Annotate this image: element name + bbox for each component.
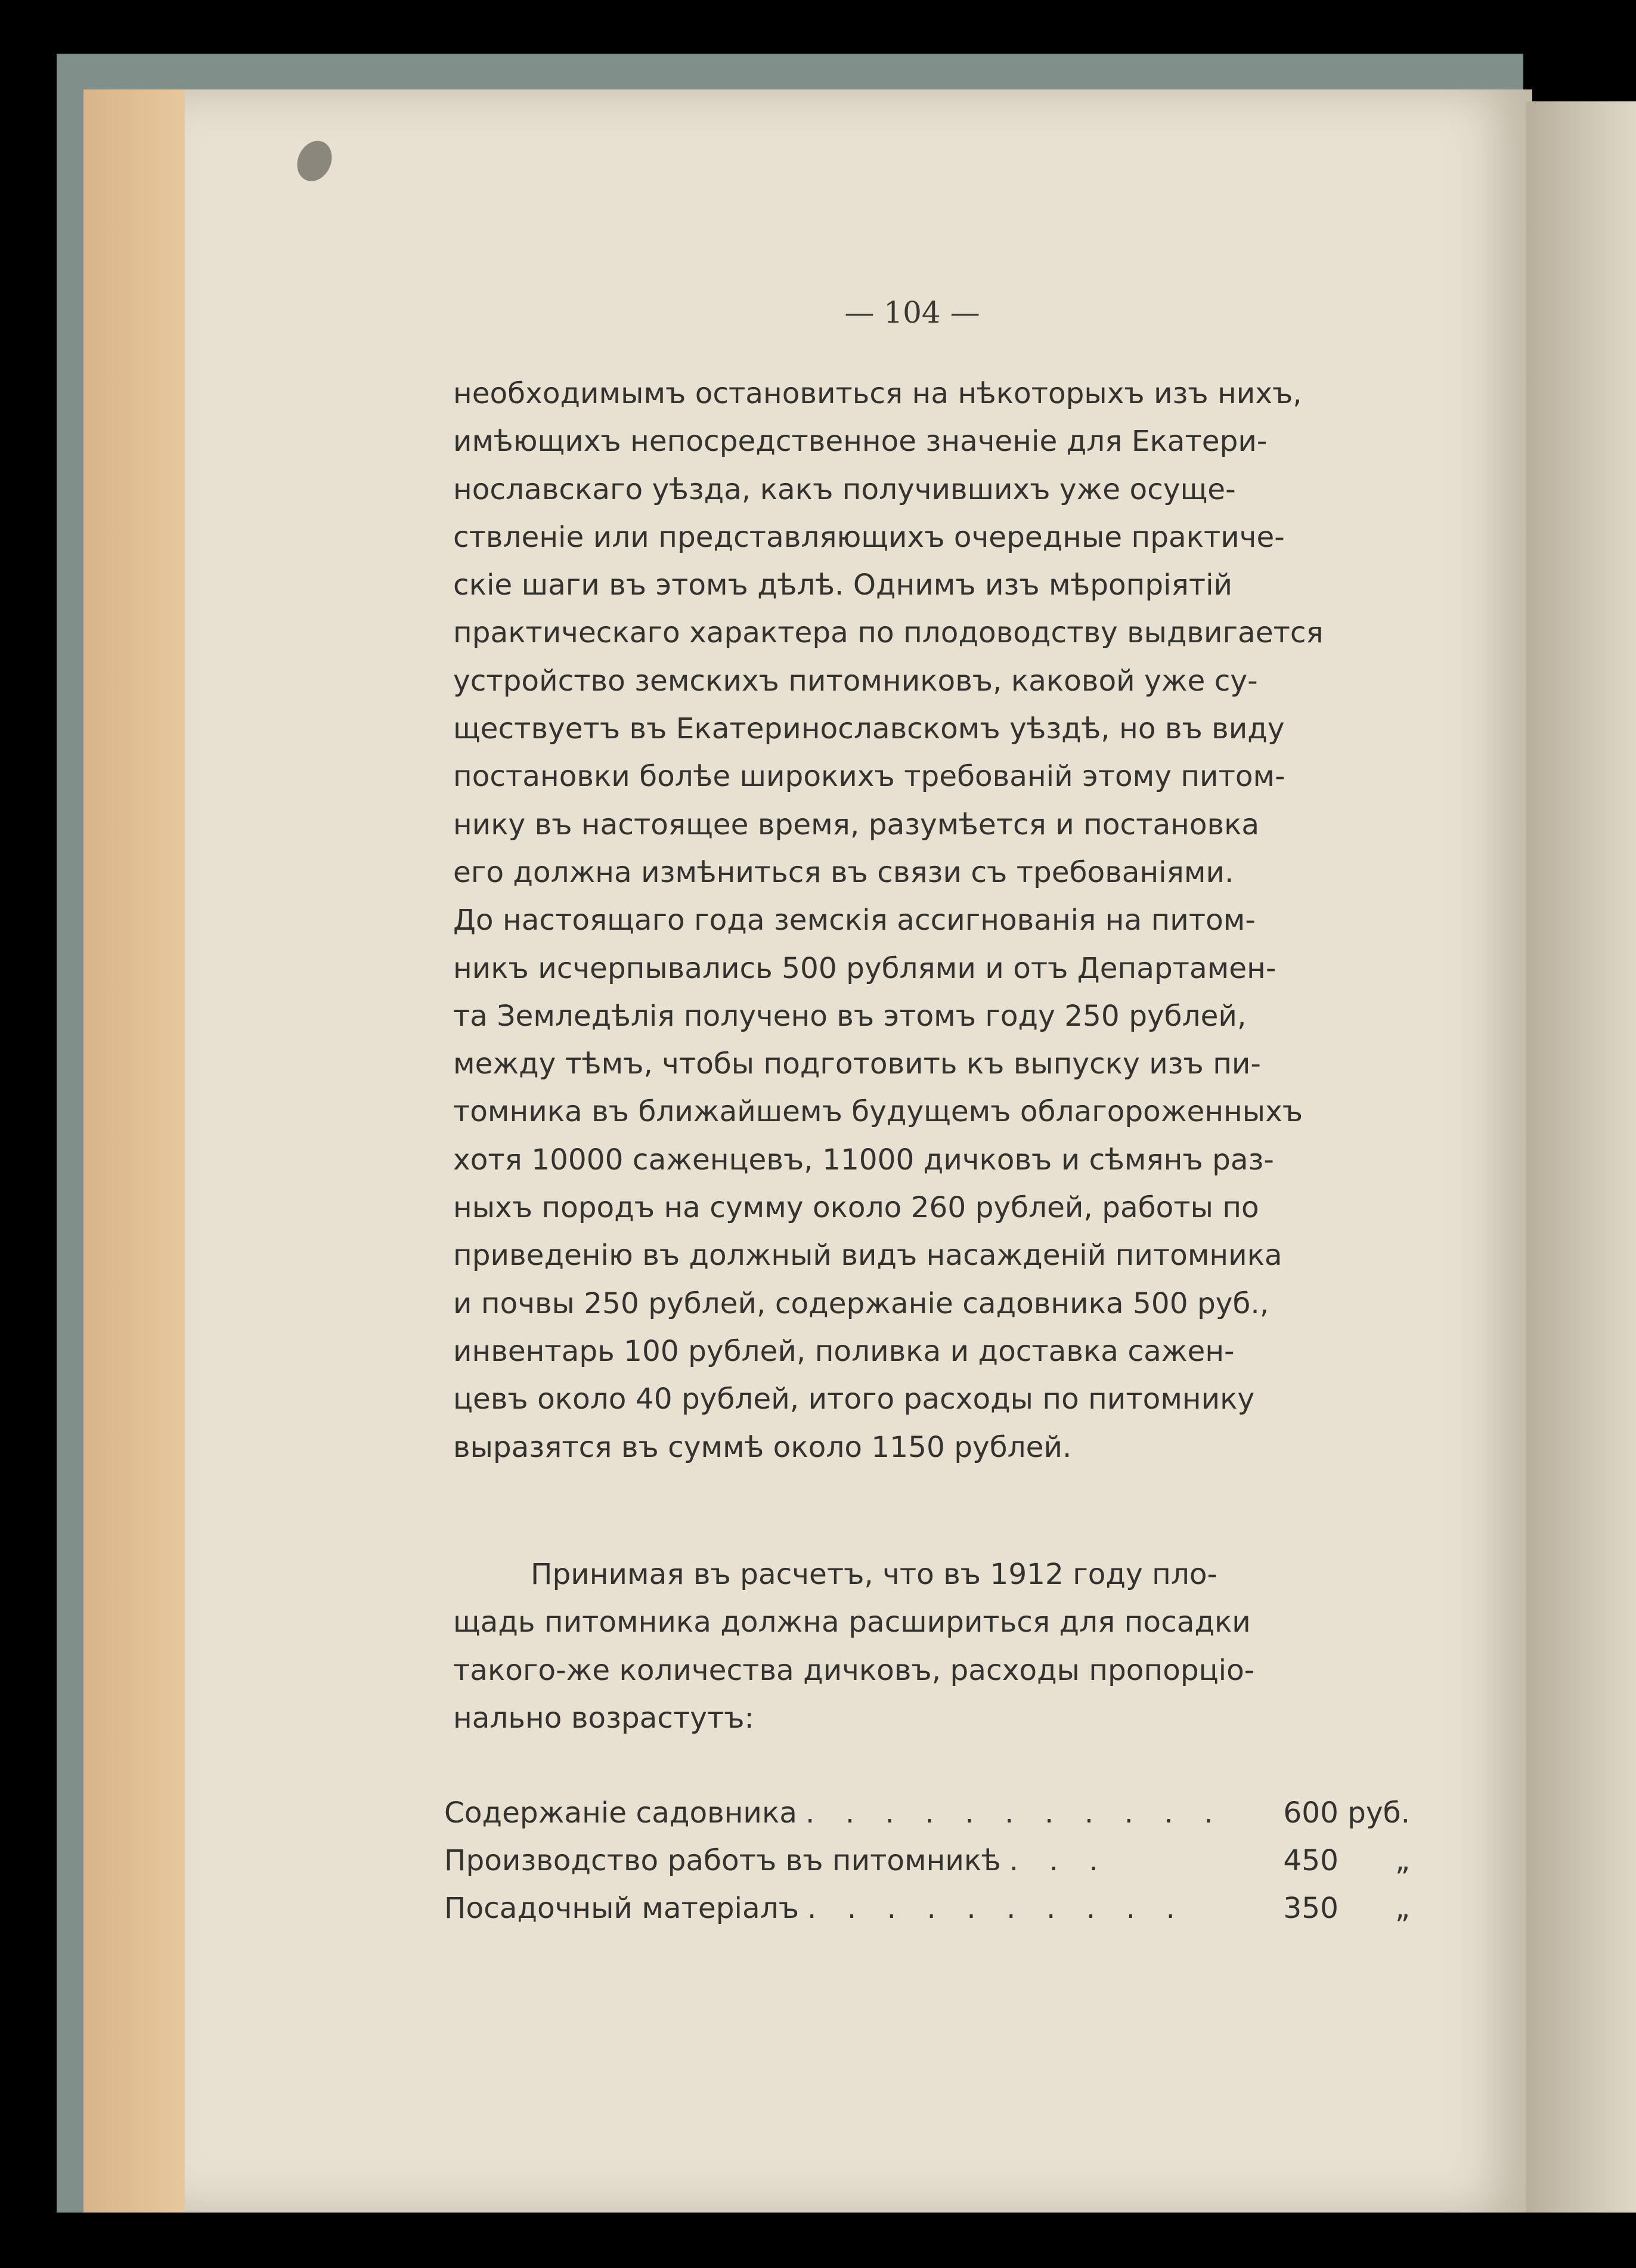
text-line: между тѣмъ, чтобы подготовить къ выпуску изъ пи- (453, 1047, 1261, 1081)
body-paragraph-2 (453, 1551, 1407, 1742)
text-line: и почвы 250 рублей, содержанiе садовника 500 руб., (453, 1286, 1269, 1320)
text-line: его должна измѣниться въ связи съ требованiями. (453, 855, 1234, 889)
text-line: та Земледѣлiя получено въ этомъ году 250 рублей, (453, 999, 1247, 1033)
cost-row (444, 1837, 1410, 1885)
text-line: приведенiю въ должный видъ насажденiй питомника (453, 1239, 1282, 1273)
cost-row (444, 1789, 1410, 1837)
text-line: такого-же количества дичковъ, расходы пропорцiо- (453, 1653, 1255, 1687)
cost-amount: 350 (1283, 1892, 1338, 1925)
text-line: скiе шаги въ этомъ дѣлѣ. Однимъ изъ мѣропрiятiй (453, 568, 1233, 602)
cost-label: Содержанiе садовника (444, 1796, 797, 1830)
text-line: практическаго характера по плодоводству выдвигается (453, 616, 1324, 650)
text-line: выразятся въ суммѣ около 1150 рублей. (453, 1430, 1072, 1464)
text-line: нально возрастутъ: (453, 1701, 754, 1735)
text-line: хотя 10000 саженцевъ, 11000 дичковъ и сѣмянъ раз- (453, 1143, 1274, 1177)
text-line: устройство земскихъ питомниковъ, каковой уже су- (453, 664, 1258, 698)
leader-dots: . . . . . . . . . . (807, 1892, 1186, 1925)
leader-dots: . . . (1009, 1844, 1109, 1877)
leader-dots: . . . . . . . . . . . (805, 1796, 1224, 1830)
cost-amount: 600 (1283, 1796, 1338, 1830)
cost-label: Посадочный матерiалъ (444, 1892, 799, 1925)
text-line: цевъ около 40 рублей, итого расходы по питомнику (453, 1382, 1255, 1416)
text-line: ствленiе или представляющихъ очередные практиче- (453, 520, 1285, 554)
body-paragraph-1 (453, 370, 1407, 1471)
text-line: Принимая въ расчетъ, что въ 1912 году пло- (531, 1558, 1217, 1591)
text-line: ныхъ породъ на сумму около 260 рублей, работы по (453, 1191, 1259, 1225)
text-line: щадь питомника должна расшириться для посадки (453, 1605, 1251, 1639)
text-line: ществуетъ въ Екатеринославскомъ уѣздѣ, но въ виду (453, 712, 1285, 746)
cost-list (444, 1789, 1410, 1932)
text-line: инвентарь 100 рублей, поливка и доставка сажен- (453, 1334, 1235, 1368)
text-line: нославскаго уѣзда, какъ получившихъ уже осуще- (453, 472, 1236, 506)
text-line: томника въ ближайшемъ будущемъ облагороженныхъ (453, 1095, 1303, 1129)
text-line: имѣющихъ непосредственное значенiе для Екатери- (453, 425, 1268, 459)
cost-amount: 450 (1283, 1844, 1338, 1877)
text-line: постановки болѣе широкихъ требованiй этому питом- (453, 760, 1285, 794)
page-number: — 104 — (844, 295, 980, 330)
text-line: необходимымъ остановиться на нѣкоторыхъ изъ нихъ, (453, 377, 1302, 410)
text-line: никъ исчерпывались 500 рублями и отъ Департамен- (453, 951, 1276, 985)
cost-label: Производство работъ въ питомникѣ (444, 1844, 1001, 1877)
cost-row (444, 1885, 1410, 1932)
text-line: До настоящаго года земскiя ассигнованiя на питом- (453, 904, 1256, 937)
cost-unit: „ (1395, 1844, 1410, 1877)
cost-unit: „ (1395, 1892, 1410, 1925)
cost-unit: руб. (1347, 1796, 1410, 1830)
next-page-edge (1526, 101, 1636, 2213)
text-line: нику въ настоящее время, разумѣется и постановка (453, 807, 1260, 841)
